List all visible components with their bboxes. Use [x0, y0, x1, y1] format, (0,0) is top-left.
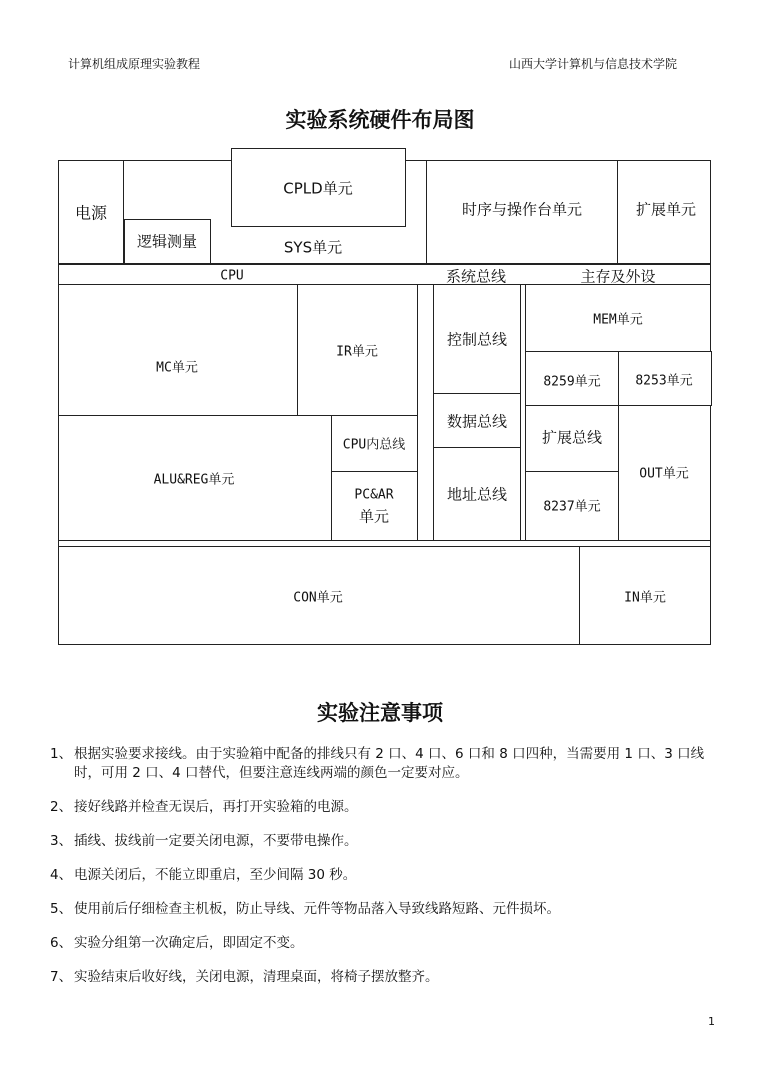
in-label: IN单元: [624, 590, 666, 606]
out-label: OUT单元: [639, 466, 689, 482]
note-number: 6、: [50, 935, 73, 951]
note-number: 4、: [50, 867, 73, 883]
ir-label: IR单元: [336, 344, 378, 360]
note-number: 1、: [50, 746, 73, 762]
notes-title: 实验注意事项: [317, 701, 443, 725]
note-item: [50, 798, 730, 817]
main-mem-label: 主存及外设: [580, 267, 656, 286]
note-text: 实验分组第一次确定后，即固定不变。: [74, 935, 304, 951]
control-bus-label: 控制总线: [446, 330, 508, 349]
layout-title: 实验系统硬件布局图: [285, 108, 475, 132]
note-text: 接好线路并检查无误后，再打开实验箱的电源。: [74, 799, 358, 815]
note-item: [50, 745, 730, 783]
cpld-label: CPLD单元: [283, 179, 353, 198]
cpu-bus-label: CPU内总线: [342, 437, 406, 453]
mc-label: MC单元: [156, 360, 198, 376]
header-left: 计算机组成原理实验教程: [68, 57, 201, 71]
u8253-label: 8253单元: [635, 373, 693, 389]
u8237-label: 8237单元: [543, 499, 601, 515]
note-text: 插线、拔线前一定要关闭电源，不要带电操作。: [74, 833, 358, 849]
notes-list: [50, 745, 730, 1002]
note-number: 2、: [50, 799, 73, 815]
sys-label: SYS单元: [283, 238, 343, 257]
note-text: 使用前后仔细检查主机板，防止导线、元件等物品落入导致线路短路、元件损坏。: [74, 901, 560, 917]
note-number: 5、: [50, 901, 73, 917]
expand-unit-label: 扩展单元: [635, 200, 697, 219]
pcar-label-line2: 单元: [358, 507, 390, 526]
note-item: [50, 900, 730, 919]
header-right: 山西大学计算机与信息技术学院: [508, 57, 677, 71]
note-item: [50, 934, 730, 953]
note-number: 7、: [50, 969, 73, 985]
cpu-label: CPU: [220, 268, 244, 284]
system-bus-label: 系统总线: [445, 267, 507, 286]
logic-measure-label: 逻辑测量: [136, 232, 198, 251]
note-item: [50, 866, 730, 885]
power-label: 电源: [74, 203, 108, 223]
address-bus-label: 地址总线: [446, 485, 508, 504]
note-item: [50, 968, 730, 987]
timing-label: 时序与操作台单元: [461, 200, 583, 219]
con-label: CON单元: [293, 590, 343, 606]
note-text: 电源关闭后，不能立即重启，至少间隔 30 秒。: [74, 867, 357, 883]
u8259-label: 8259单元: [543, 374, 601, 390]
data-bus-label: 数据总线: [446, 412, 508, 431]
pcar-label-line1: PC&AR: [354, 487, 394, 503]
note-text: 实验结束后收好线，关闭电源，清理桌面，将椅子摆放整齐。: [74, 969, 439, 985]
note-text: 根据实验要求接线。由于实验箱中配备的排线只有 2 口、4 口、6 口和 8 口四种，当需要用 1 口、3 口线时，可用 2 口、4 口替代，但要注意连线两端的颜色一定要对应。: [74, 746, 705, 781]
mem-label: MEM单元: [593, 312, 643, 328]
alu-label: ALU&REG单元: [153, 472, 235, 488]
note-item: [50, 832, 730, 851]
note-number: 3、: [50, 833, 73, 849]
mc-box: [58, 284, 298, 416]
page-number: 1: [708, 1015, 715, 1028]
expand-bus-label: 扩展总线: [541, 428, 603, 447]
